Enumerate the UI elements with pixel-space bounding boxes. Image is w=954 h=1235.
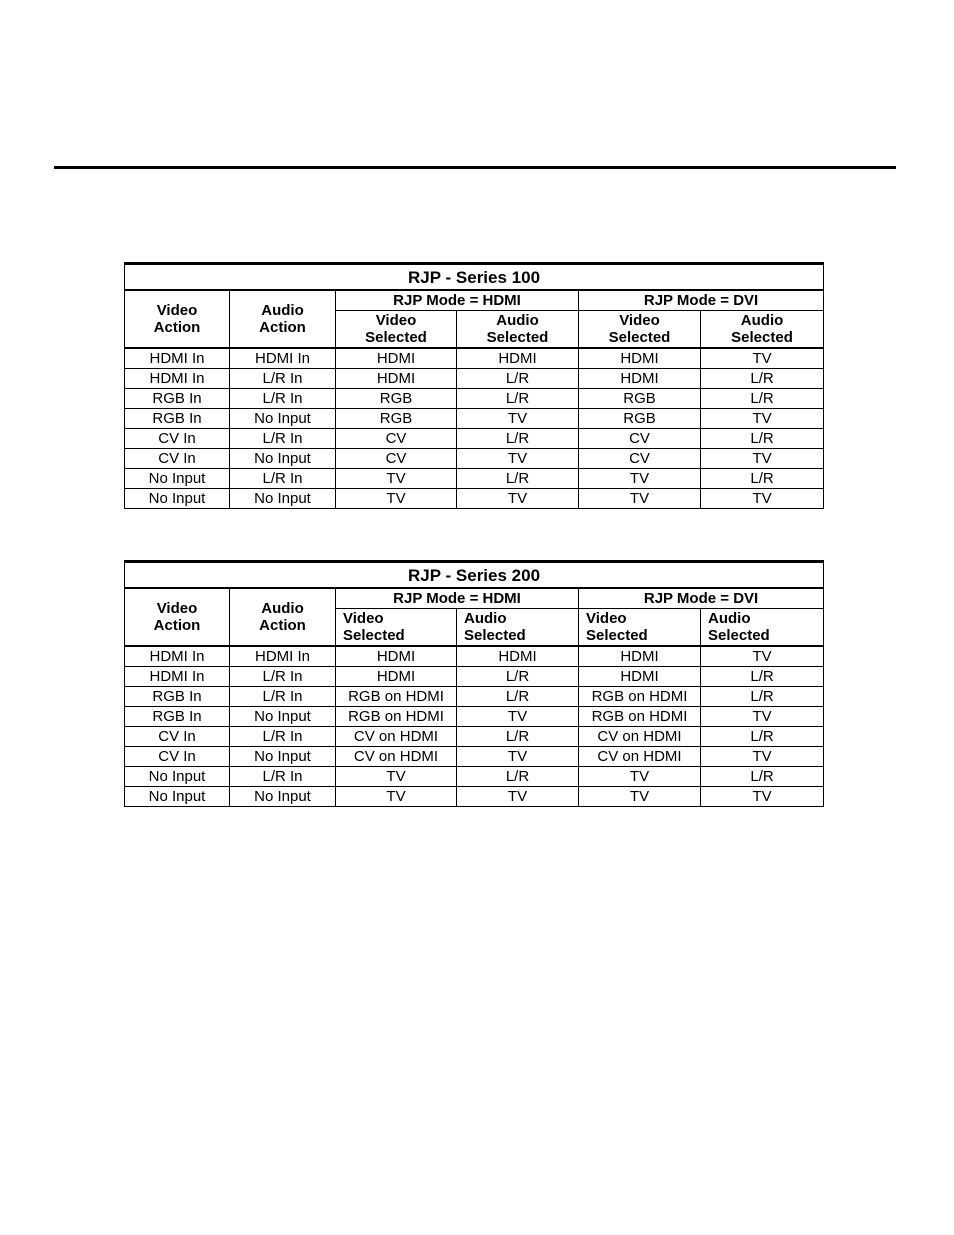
hdmi-audio-selected-cell: TV bbox=[457, 707, 579, 727]
hdmi-audio-selected-cell: L/R bbox=[457, 429, 579, 449]
hdmi-video-selected-cell: RGB bbox=[336, 409, 457, 429]
video-action-cell: RGB In bbox=[125, 409, 230, 429]
table-row bbox=[125, 469, 824, 489]
video-action-header: Video Action bbox=[125, 588, 230, 646]
mode-hdmi-header: RJP Mode = HDMI bbox=[336, 290, 579, 311]
dvi-video-selected-cell: HDMI bbox=[579, 667, 701, 687]
hdmi-video-selected-cell: CV bbox=[336, 449, 457, 469]
dvi-video-selected-cell: CV bbox=[579, 429, 701, 449]
dvi-audio-selected-cell: TV bbox=[701, 707, 824, 727]
hdmi-video-selected-cell: CV on HDMI bbox=[336, 747, 457, 767]
hdmi-audio-selected-cell: L/R bbox=[457, 727, 579, 747]
dvi-audio-selected-cell: L/R bbox=[701, 727, 824, 747]
hdmi-video-selected-cell: HDMI bbox=[336, 348, 457, 369]
table-row bbox=[125, 348, 824, 369]
dvi-audio-selected-cell: L/R bbox=[701, 767, 824, 787]
dvi-video-selected-cell: HDMI bbox=[579, 646, 701, 667]
mode-hdmi-header: RJP Mode = HDMI bbox=[336, 588, 579, 609]
table-row bbox=[125, 687, 824, 707]
hdmi-audio-selected-cell: TV bbox=[457, 409, 579, 429]
table-row bbox=[125, 489, 824, 509]
video-action-cell: RGB In bbox=[125, 707, 230, 727]
hdmi-audio-selected-cell: TV bbox=[457, 489, 579, 509]
video-action-cell: CV In bbox=[125, 429, 230, 449]
audio-action-cell: L/R In bbox=[230, 389, 336, 409]
table-row bbox=[125, 707, 824, 727]
hdmi-audio-selected-header: Audio Selected bbox=[457, 311, 579, 349]
dvi-audio-selected-cell: L/R bbox=[701, 469, 824, 489]
dvi-video-selected-cell: HDMI bbox=[579, 348, 701, 369]
table-title: RJP - Series 100 bbox=[125, 264, 824, 291]
audio-action-cell: L/R In bbox=[230, 429, 336, 449]
dvi-video-selected-header: Video Selected bbox=[579, 609, 701, 647]
dvi-video-selected-cell: TV bbox=[579, 489, 701, 509]
hdmi-audio-selected-cell: TV bbox=[457, 747, 579, 767]
table-row bbox=[125, 787, 824, 807]
video-action-cell: HDMI In bbox=[125, 369, 230, 389]
dvi-audio-selected-cell: L/R bbox=[701, 369, 824, 389]
mode-dvi-header: RJP Mode = DVI bbox=[579, 588, 824, 609]
audio-action-cell: L/R In bbox=[230, 687, 336, 707]
audio-action-cell: No Input bbox=[230, 409, 336, 429]
video-action-cell: HDMI In bbox=[125, 646, 230, 667]
dvi-video-selected-cell: CV on HDMI bbox=[579, 747, 701, 767]
dvi-audio-selected-cell: L/R bbox=[701, 687, 824, 707]
video-action-cell: CV In bbox=[125, 449, 230, 469]
hdmi-audio-selected-cell: L/R bbox=[457, 389, 579, 409]
dvi-video-selected-header: Video Selected bbox=[579, 311, 701, 349]
table-row bbox=[125, 429, 824, 449]
dvi-audio-selected-cell: L/R bbox=[701, 667, 824, 687]
hdmi-video-selected-cell: CV bbox=[336, 429, 457, 449]
hdmi-video-selected-header: Video Selected bbox=[336, 609, 457, 647]
video-action-cell: No Input bbox=[125, 767, 230, 787]
hdmi-audio-selected-cell: L/R bbox=[457, 667, 579, 687]
audio-action-cell: L/R In bbox=[230, 469, 336, 489]
dvi-audio-selected-cell: TV bbox=[701, 409, 824, 429]
hdmi-audio-selected-cell: L/R bbox=[457, 469, 579, 489]
table-title: RJP - Series 200 bbox=[125, 562, 824, 589]
hdmi-audio-selected-cell: HDMI bbox=[457, 348, 579, 369]
hdmi-video-selected-cell: TV bbox=[336, 489, 457, 509]
audio-action-cell: No Input bbox=[230, 787, 336, 807]
hdmi-video-selected-cell: TV bbox=[336, 469, 457, 489]
video-action-cell: No Input bbox=[125, 489, 230, 509]
hdmi-audio-selected-cell: TV bbox=[457, 787, 579, 807]
hdmi-video-selected-cell: RGB on HDMI bbox=[336, 707, 457, 727]
dvi-audio-selected-cell: TV bbox=[701, 489, 824, 509]
dvi-video-selected-cell: HDMI bbox=[579, 369, 701, 389]
dvi-video-selected-cell: TV bbox=[579, 469, 701, 489]
video-action-cell: RGB In bbox=[125, 687, 230, 707]
audio-action-cell: HDMI In bbox=[230, 348, 336, 369]
mode-dvi-header: RJP Mode = DVI bbox=[579, 290, 824, 311]
hdmi-audio-selected-cell: HDMI bbox=[457, 646, 579, 667]
hdmi-video-selected-cell: HDMI bbox=[336, 369, 457, 389]
dvi-audio-selected-header: Audio Selected bbox=[701, 609, 824, 647]
table-row bbox=[125, 389, 824, 409]
video-action-header: Video Action bbox=[125, 290, 230, 348]
audio-action-cell: No Input bbox=[230, 489, 336, 509]
audio-action-cell: No Input bbox=[230, 707, 336, 727]
audio-action-cell: L/R In bbox=[230, 767, 336, 787]
table-row bbox=[125, 767, 824, 787]
audio-action-header: Audio Action bbox=[230, 588, 336, 646]
dvi-video-selected-cell: CV on HDMI bbox=[579, 727, 701, 747]
dvi-audio-selected-cell: TV bbox=[701, 747, 824, 767]
hdmi-video-selected-cell: RGB bbox=[336, 389, 457, 409]
audio-action-cell: L/R In bbox=[230, 369, 336, 389]
table-row bbox=[125, 449, 824, 469]
rjp-series-100-table bbox=[124, 262, 824, 509]
dvi-video-selected-cell: TV bbox=[579, 787, 701, 807]
dvi-audio-selected-header: Audio Selected bbox=[701, 311, 824, 349]
table-row bbox=[125, 409, 824, 429]
audio-action-cell: HDMI In bbox=[230, 646, 336, 667]
hdmi-video-selected-cell: HDMI bbox=[336, 667, 457, 687]
hdmi-audio-selected-cell: L/R bbox=[457, 767, 579, 787]
video-action-cell: CV In bbox=[125, 747, 230, 767]
audio-action-cell: No Input bbox=[230, 449, 336, 469]
table-row bbox=[125, 727, 824, 747]
video-action-cell: No Input bbox=[125, 469, 230, 489]
rjp-series-200-table bbox=[124, 560, 824, 807]
hdmi-video-selected-cell: CV on HDMI bbox=[336, 727, 457, 747]
hdmi-video-selected-cell: TV bbox=[336, 767, 457, 787]
video-action-cell: No Input bbox=[125, 787, 230, 807]
dvi-audio-selected-cell: TV bbox=[701, 787, 824, 807]
dvi-audio-selected-cell: TV bbox=[701, 449, 824, 469]
header-rule bbox=[54, 166, 896, 169]
dvi-video-selected-cell: RGB bbox=[579, 409, 701, 429]
dvi-audio-selected-cell: TV bbox=[701, 646, 824, 667]
audio-action-header: Audio Action bbox=[230, 290, 336, 348]
hdmi-audio-selected-cell: L/R bbox=[457, 369, 579, 389]
table-row bbox=[125, 747, 824, 767]
video-action-cell: HDMI In bbox=[125, 667, 230, 687]
dvi-video-selected-cell: RGB bbox=[579, 389, 701, 409]
hdmi-audio-selected-header: Audio Selected bbox=[457, 609, 579, 647]
dvi-video-selected-cell: RGB on HDMI bbox=[579, 707, 701, 727]
audio-action-cell: No Input bbox=[230, 747, 336, 767]
hdmi-video-selected-header: Video Selected bbox=[336, 311, 457, 349]
dvi-audio-selected-cell: L/R bbox=[701, 389, 824, 409]
video-action-cell: CV In bbox=[125, 727, 230, 747]
hdmi-audio-selected-cell: TV bbox=[457, 449, 579, 469]
video-action-cell: RGB In bbox=[125, 389, 230, 409]
audio-action-cell: L/R In bbox=[230, 727, 336, 747]
table-row bbox=[125, 369, 824, 389]
hdmi-video-selected-cell: HDMI bbox=[336, 646, 457, 667]
dvi-video-selected-cell: TV bbox=[579, 767, 701, 787]
table-row bbox=[125, 667, 824, 687]
dvi-video-selected-cell: RGB on HDMI bbox=[579, 687, 701, 707]
hdmi-video-selected-cell: RGB on HDMI bbox=[336, 687, 457, 707]
dvi-audio-selected-cell: TV bbox=[701, 348, 824, 369]
table-row bbox=[125, 646, 824, 667]
audio-action-cell: L/R In bbox=[230, 667, 336, 687]
dvi-audio-selected-cell: L/R bbox=[701, 429, 824, 449]
video-action-cell: HDMI In bbox=[125, 348, 230, 369]
hdmi-video-selected-cell: TV bbox=[336, 787, 457, 807]
hdmi-audio-selected-cell: L/R bbox=[457, 687, 579, 707]
dvi-video-selected-cell: CV bbox=[579, 449, 701, 469]
